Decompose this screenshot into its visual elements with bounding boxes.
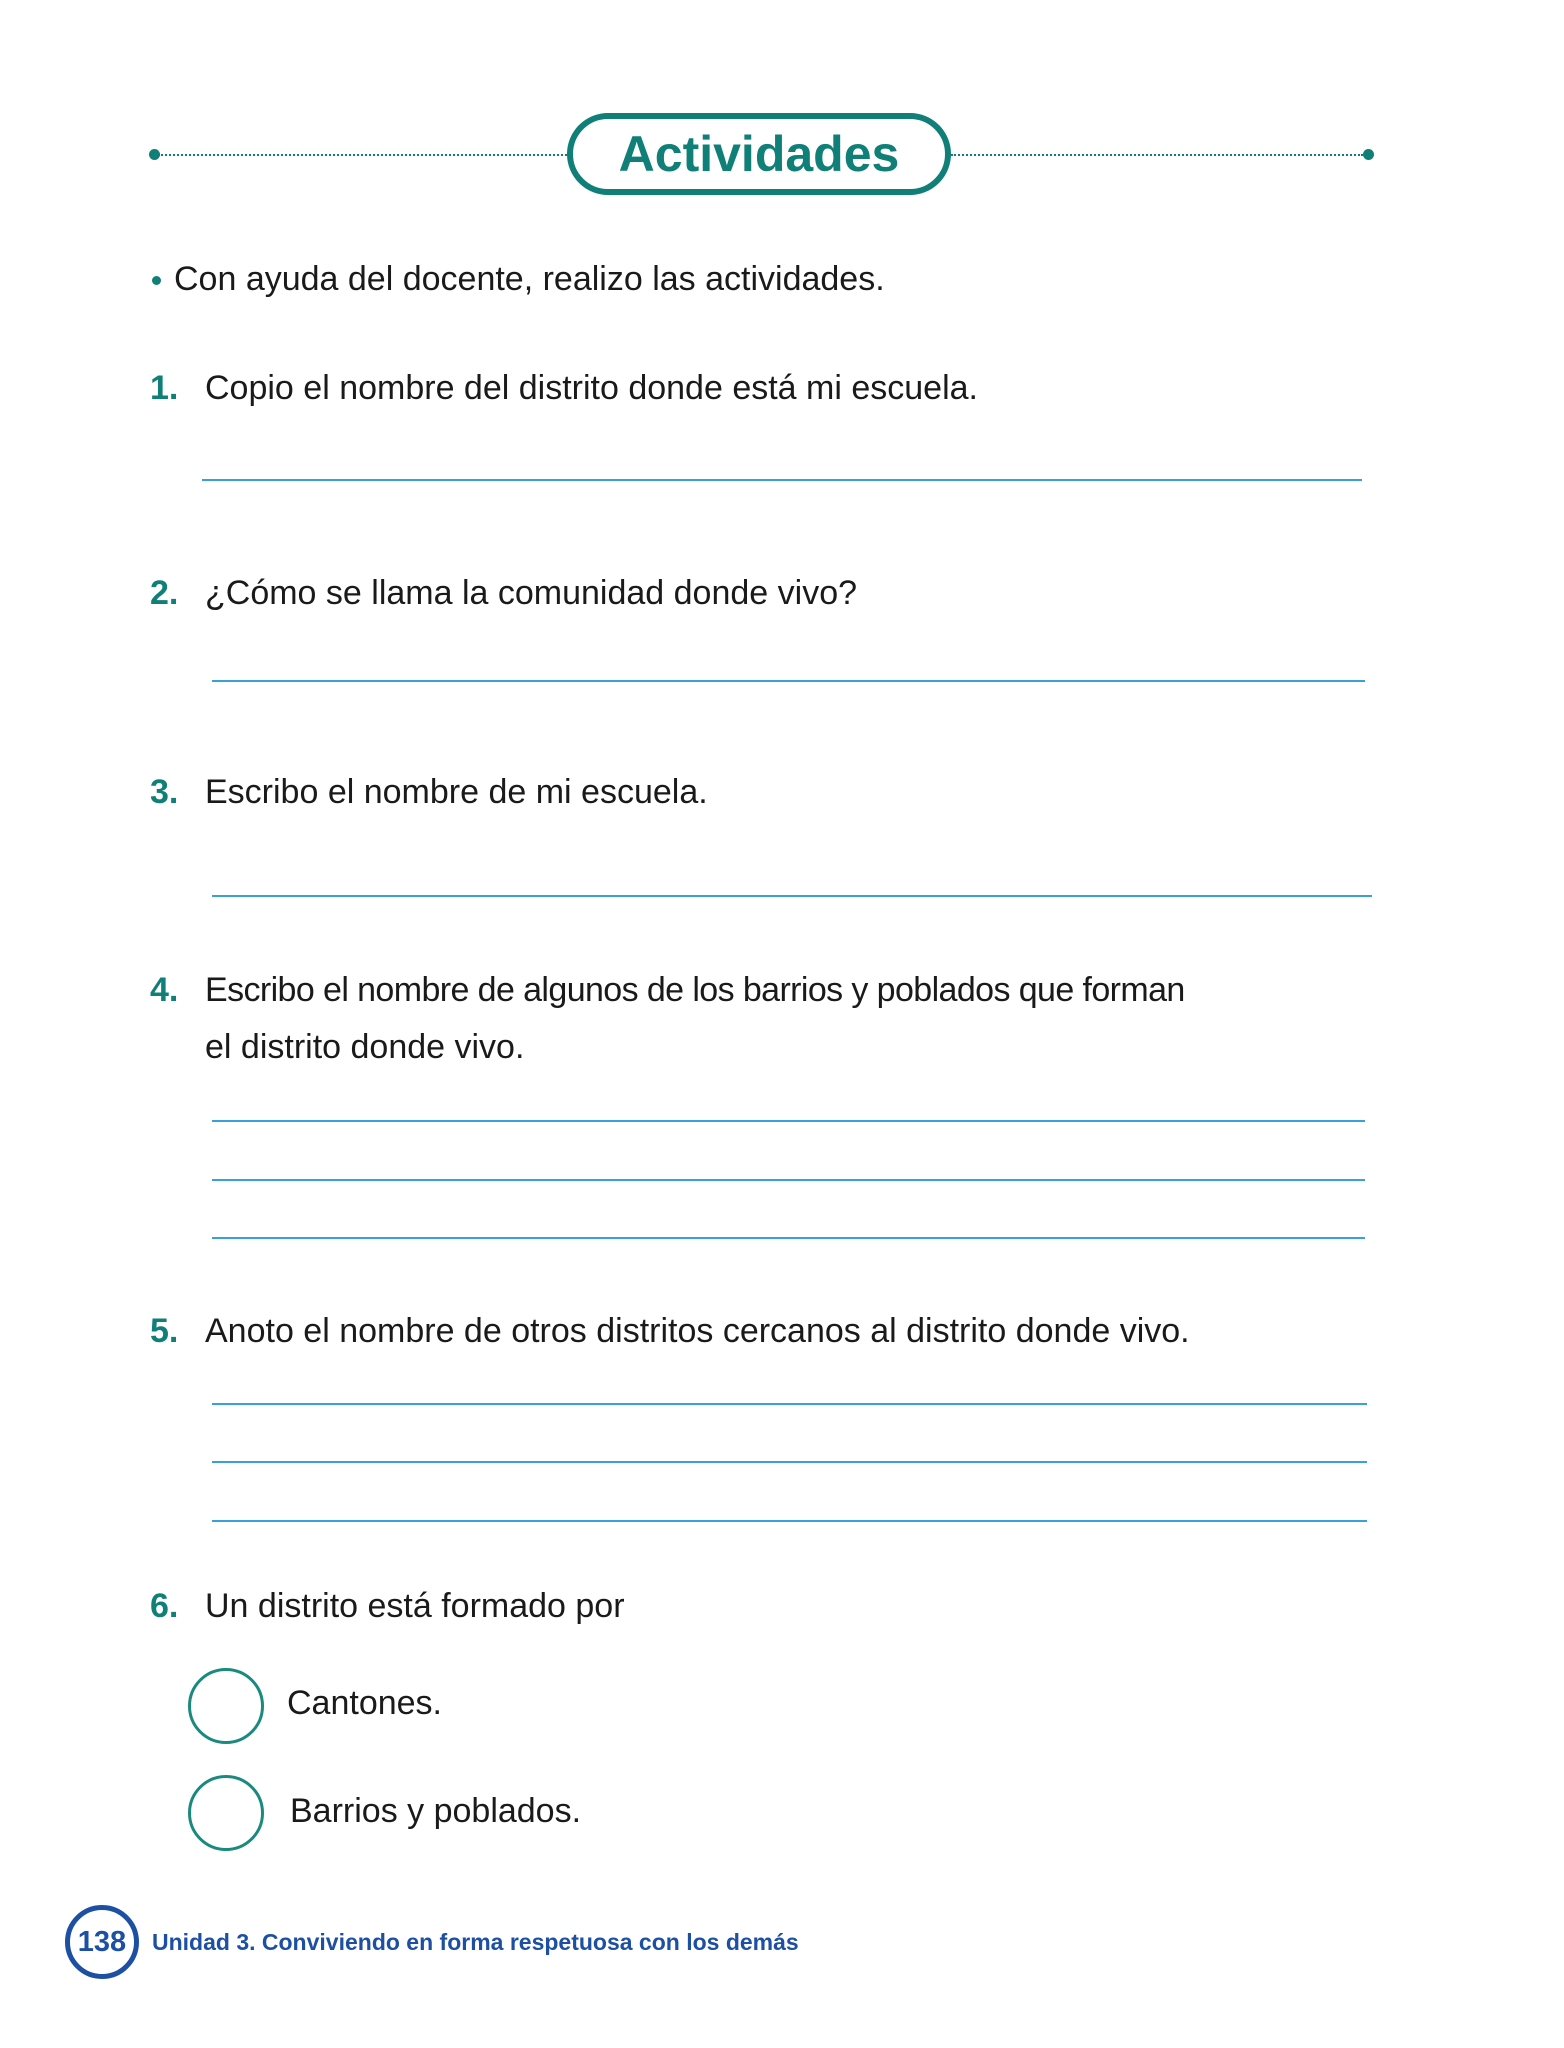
question-text: ¿Cómo se llama la comunidad donde vivo? [205,574,858,612]
question-number: 4. [150,971,179,1009]
question-text: Copio el nombre del distrito donde está mi escuela. [205,369,978,407]
answer-line[interactable] [212,1461,1367,1463]
question-text: Anoto el nombre de otros distritos cercanos al distrito donde vivo. [205,1312,1190,1350]
option-checkbox-cantones[interactable] [188,1668,264,1744]
answer-line[interactable] [212,1403,1367,1405]
question-number: 3. [150,773,179,811]
question-text-continued: el distrito donde vivo. [205,1028,525,1066]
answer-line[interactable] [212,1120,1365,1122]
question-number: 2. [150,574,179,612]
option-label: Barrios y poblados. [290,1792,582,1830]
option-label: Cantones. [287,1684,442,1722]
page-number-badge [65,1905,139,1979]
section-title-pill [567,113,951,195]
bullet-icon [152,276,161,285]
question-text: Escribo el nombre de mi escuela. [205,773,708,811]
unit-title: Unidad 3. Conviviendo en forma respetuosa con los demás [152,1929,799,1955]
instruction-text: Con ayuda del docente, realizo las actividades. [174,260,885,298]
answer-line[interactable] [212,1520,1367,1522]
question-number: 1. [150,369,179,407]
header-right-line [951,154,1363,156]
section-title: Actividades [618,126,900,182]
answer-line[interactable] [212,680,1365,682]
question-number: 5. [150,1312,179,1350]
question-number: 6. [150,1587,179,1625]
answer-line[interactable] [212,1179,1365,1181]
page-number: 138 [77,1925,127,1958]
header-right-dot [1363,149,1374,160]
header-left-line [158,154,567,156]
question-text: Un distrito está formado por [205,1587,625,1625]
answer-line[interactable] [212,895,1372,897]
answer-line[interactable] [202,479,1362,481]
option-checkbox-barrios-poblados[interactable] [188,1775,264,1851]
question-text: Escribo el nombre de algunos de los barrios y poblados que forman [205,971,1185,1009]
answer-line[interactable] [212,1237,1365,1239]
